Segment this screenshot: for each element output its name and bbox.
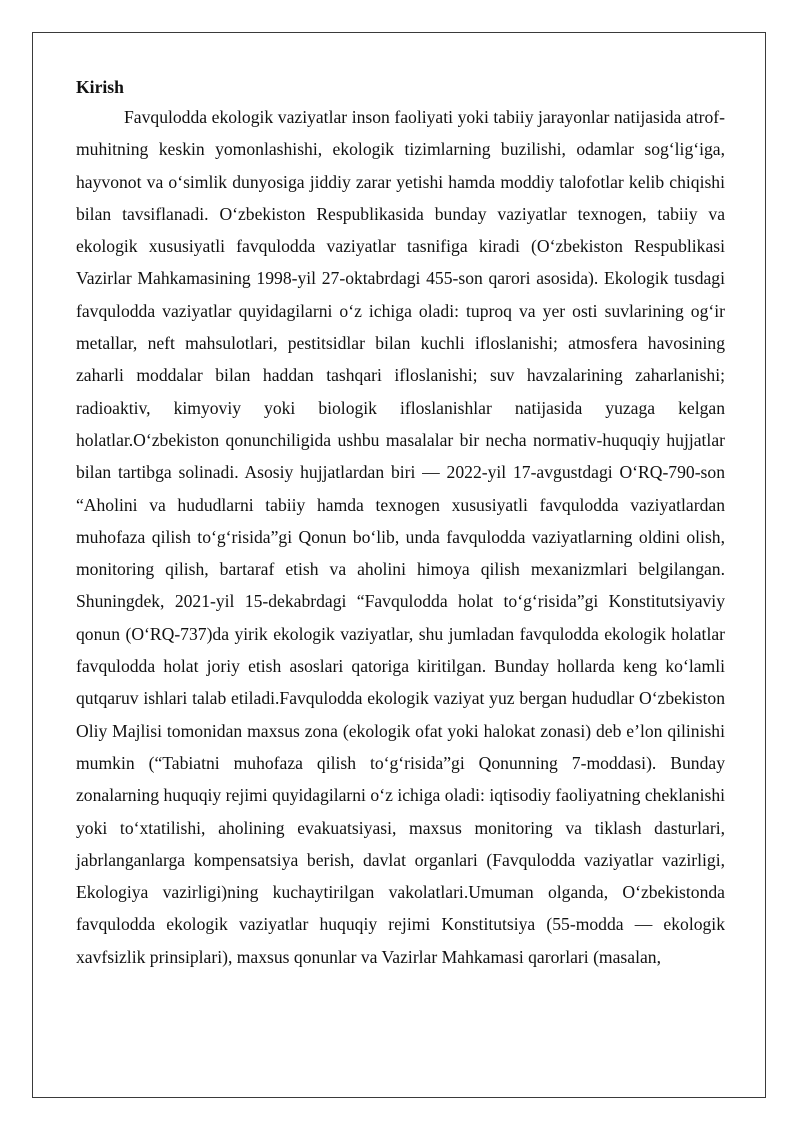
document-content [76, 73, 725, 973]
section-heading: Kirish [76, 77, 124, 97]
body-paragraph: Favqulodda ekologik vaziyatlar inson faoliyati yoki tabiiy jarayonlar natijasida atrof-muhitning keskin yomonlashishi, ekologik tizimlarning buzilishi, odamlar sog‘lig‘iga, hayvonot va o‘simlik dunyosiga jiddiy zarar yetishi hamda moddiy talofotlar kelib chiqishi bilan tavsiflanadi. O‘zbekiston Respublikasida bunday vaziyatlar texnogen, tabiiy va ekologik xususiyatli favqulodda vaziyatlar tasnifiga kiradi (O‘zbekiston Respublikasi Vazirlar Mahkamasining 1998-yil 27-oktabrdagi 455-son qarori asosida). Ekologik tusdagi favqulodda vaziyatlar quyidagilarni o‘z ichiga oladi: tuproq va yer osti suvlarining og‘ir metallar, neft mahsulotlari, pestitsidlar bilan kuchli ifloslanishi; atmosfera havosining zaharli moddalar bilan haddan tashqari ifloslanishi; suv havzalarining zaharlanishi; radioaktiv, kimyoviy yoki biologik ifloslanishlar natijasida yuzaga kelgan holatlar.O‘zbekiston qonunchiligida ushbu masalalar bir necha normativ-huquqiy hujjatlar bilan tartibga solinadi. Asosiy hujjatlardan biri — 2022-yil 17-avgustdagi O‘RQ-790-son “Aholini va hududlarni tabiiy hamda texnogen xususiyatli favqulodda vaziyatlardan muhofaza qilish to‘g‘risida”gi Qonun bo‘lib, unda favqulodda vaziyatlarning oldini olish, monitoring qilish, bartaraf etish va aholini himoya qilish mexanizmlari belgilangan. Shuningdek, 2021-yil 15-dekabrdagi “Favqulodda holat to‘g‘risida”gi Konstitutsiyaviy qonun (O‘RQ-737)da yirik ekologik vaziyatlar, shu jumladan favqulodda ekologik holatlar favqulodda holat joriy etish asoslari qatoriga kiritilgan. Bunday hollarda keng ko‘lamli qutqaruv ishlari talab etiladi.Favqulodda ekologik vaziyat yuz bergan hududlar O‘zbekiston Oliy Majlisi tomonidan maxsus zona (ekologik ofat yoki halokat zonasi) deb e’lon qilinishi mumkin (“Tabiatni muhofaza qilish to‘g‘risida”gi Qonunning 7-moddasi). Bunday zonalarning huquqiy rejimi quyidagilarni o‘z ichiga oladi: iqtisodiy faoliyatning cheklanishi yoki to‘xtatilishi, aholining evakuatsiyasi, maxsus monitoring va tiklash dasturlari, jabrlanganlarga kompensatsiya berish, davlat organlari (Favqulodda vaziyatlar vazirligi, Ekologiya vazirligi)ning kuchaytirilgan vakolatlari.Umuman olganda, O‘zbekistonda favqulodda ekologik vaziyatlar huquqiy rejimi Konstitutsiya (55-modda — ekologik xavfsizlik prinsiplari), maxsus qonunlar va Vazirlar Mahkamasi qarorlari (masalan, [76, 107, 725, 967]
